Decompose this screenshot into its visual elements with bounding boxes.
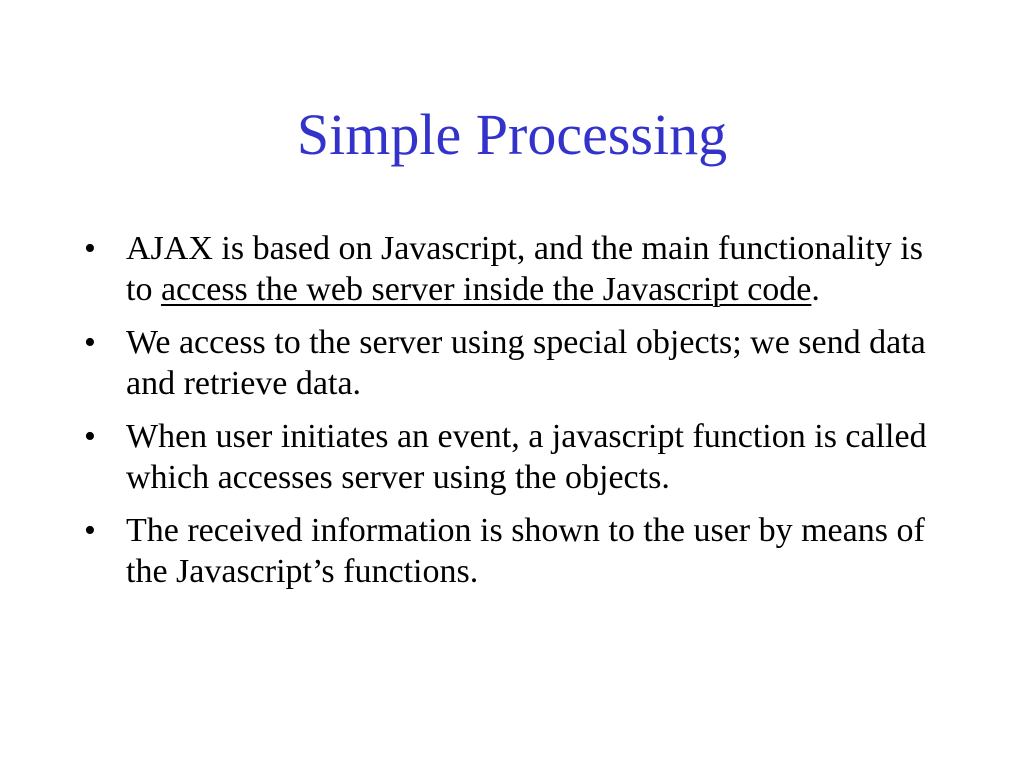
bullet-item	[84, 416, 944, 498]
bullet-text: The received information is shown to the user by means of the Javascript’s functions.	[126, 512, 925, 590]
bullet-text: AJAX is based on Javascript, and the main functionality is to	[126, 230, 923, 308]
slide-title: Simple Processing	[296, 102, 728, 167]
bullet-text: We access to the server using special objects; we send data and retrieve data.	[126, 324, 926, 402]
bullet-item	[84, 510, 944, 592]
bullet-dot: •	[84, 230, 96, 267]
bullet-dot: •	[84, 418, 96, 455]
bullet-item	[84, 322, 944, 404]
bullet-list	[84, 228, 944, 604]
bullet-item	[84, 228, 944, 310]
bullet-dot: •	[84, 324, 96, 361]
bullet-dot: •	[84, 512, 96, 549]
bullet-text: When user initiates an event, a javascript function is called which accesses server using the objects.	[126, 418, 927, 496]
bullet-text-end: .	[811, 271, 820, 308]
underlined-phrase: access the web server inside the Javascript code	[160, 271, 812, 308]
